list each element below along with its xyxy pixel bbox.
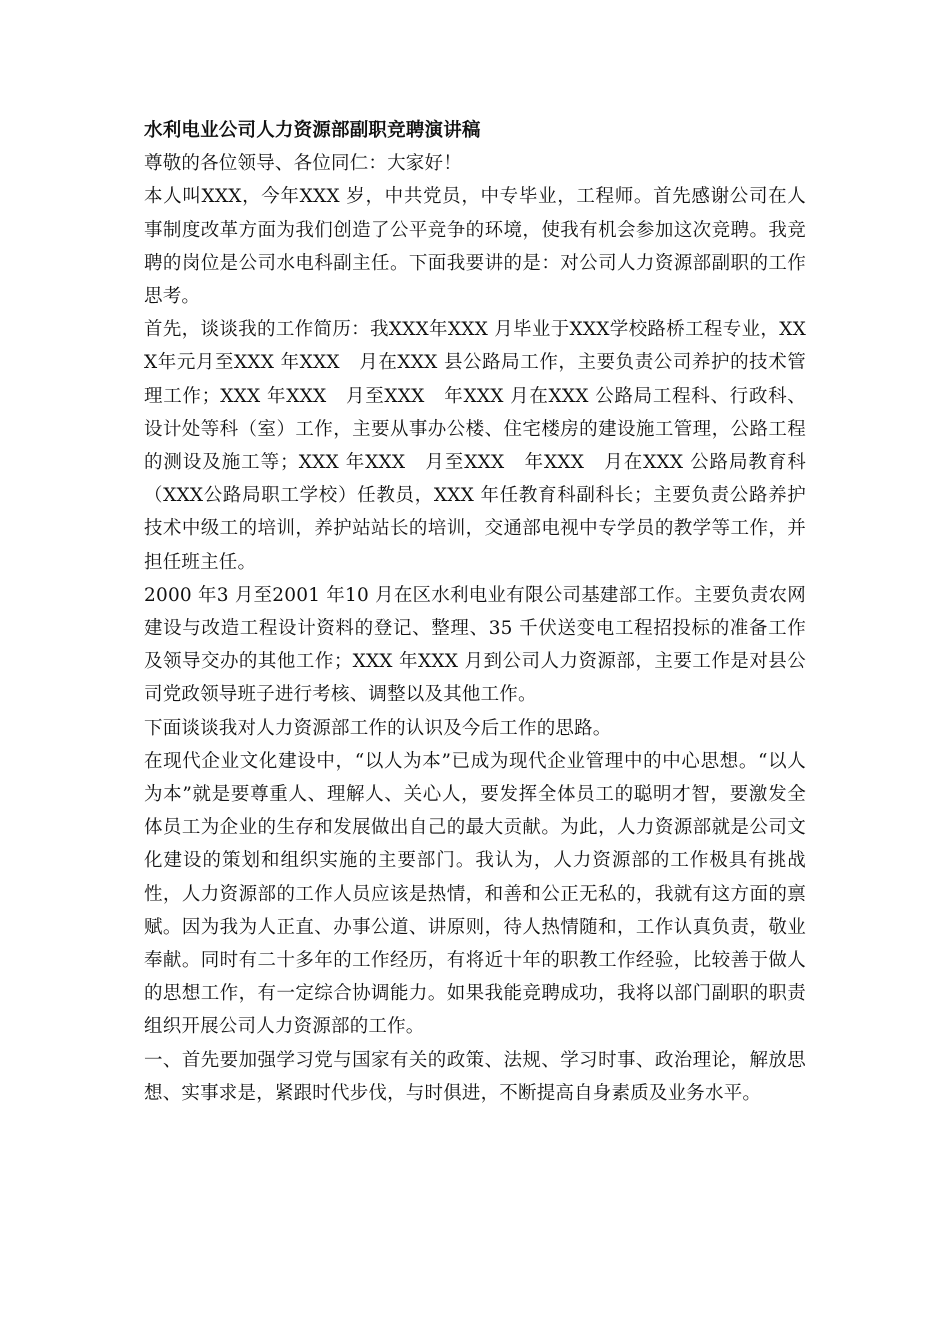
introduction-paragraph: 本人叫XXX，今年XXX 岁，中共党员，中专毕业，工程师。首先感谢公司在人事制度改革方面为我们创造了公平竞争的环境，使我有机会参加这次竞聘。我竞聘的岗位是公司水电科副主任。下面我要讲的是：对公司人力资源部副职的工作思考。 xyxy=(144,186,806,308)
hr-understanding-paragraph: 在现代企业文化建设中，“以人为本”已成为现代企业管理中的中心思想。“以人为本”就是要尊重人、理解人、关心人，要发挥全体员工的聪明才智，要激发全体员工为企业的生存和发展做出自己的最大贡献。为此，人力资源部就是公司文化建设的策划和组织实施的主要部门。我认为，人力资源部的工作极具有挑战性，人力资源部的工作人员应该是热情，和善和公正无私的，我就有这方面的禀赋。因为我为人正直、办事公道、讲原则，待人热情随和，工作认真负责，敬业奉献。同时有二十多年的工作经历，有将近十年的职教工作经验，比较善于做人的思想工作，有一定综合协调能力。如果我能竞聘成功，我将以部门副职的职责组织开展公司人力资源部的工作。 xyxy=(144,750,806,1038)
document-title: 水利电业公司人力资源部副职竞聘演讲稿 xyxy=(144,120,481,141)
transition-paragraph: 下面谈谈我对人力资源部工作的认识及今后工作的思路。 xyxy=(144,717,612,739)
document-body xyxy=(144,114,806,1110)
recent-work-paragraph: 2000 年3 月至2001 年10 月在区水利电业有限公司基建部工作。主要负责农网建设与改造工程设计资料的登记、整理、35 千伏送变电工程招投标的准备工作及领导交办的其他工作；XXX 年XXX 月到公司人力资源部，主要工作是对县公司党政领导班子进行考核、调整以及其他工作。 xyxy=(144,584,806,706)
greeting-paragraph: 尊敬的各位领导、各位同仁：大家好！ xyxy=(144,153,462,175)
plan-item-1-paragraph: 一、首先要加强学习党与国家有关的政策、法规、学习时事、政治理论，解放思想、实事求是，紧跟时代步伐，与时俱进，不断提高自身素质及业务水平。 xyxy=(144,1049,806,1104)
work-history-paragraph: 首先，谈谈我的工作简历：我XXX年XXX 月毕业于XXX学校路桥工程专业，XXX年元月至XXX 年XXX 月在XXX 县公路局工作，主要负责公司养护的技术管理工作；XXX 年XXX 月至XXX 年XXX 月在XXX 公路局工程科、行政科、设计处等科（室）工作，主要从事办公楼、住宅楼房的建设施工管理，公路工程的测设及施工等；XXX 年XXX 月至XXX 年XXX 月在XXX 公路局教育科（XXX公路局职工学校）任教员，XXX 年任教育科副科长；主要负责公路养护技术中级工的培训，养护站站长的培训，交通部电视中专学员的教学等工作，并担任班主任。 xyxy=(144,319,806,573)
